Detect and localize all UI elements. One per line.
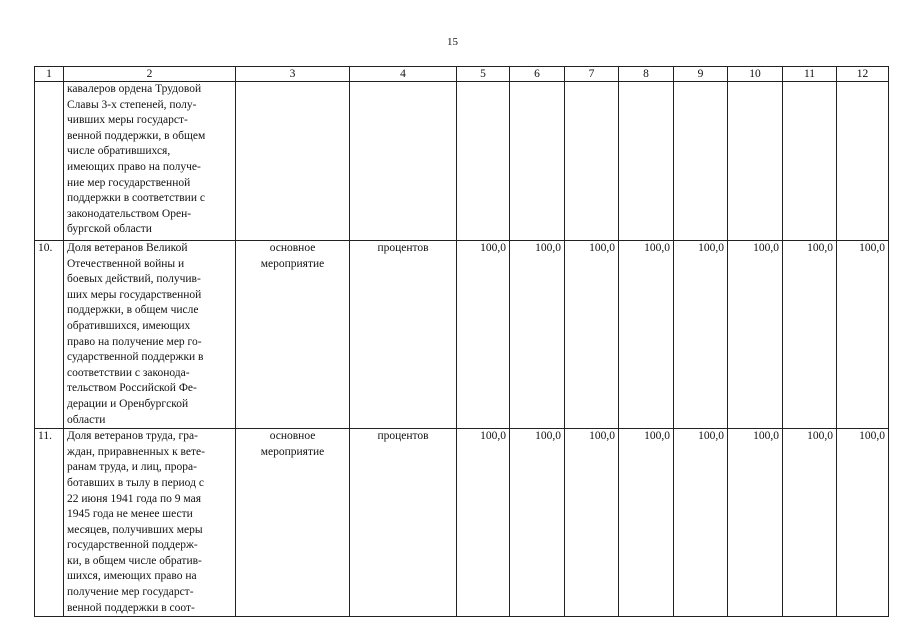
indicator-type	[236, 82, 350, 241]
column-header: 9	[674, 67, 728, 82]
row-number: 11.	[35, 429, 64, 617]
description-line: месяцев, получивших меры	[67, 523, 203, 536]
description-line: венной поддержки, в общем	[67, 129, 206, 142]
description-line: дерации и Оренбургской	[67, 397, 189, 410]
value-cell: 100,0	[510, 429, 565, 617]
description-line: кавалеров ордена Трудовой	[67, 83, 202, 95]
description-line: боевых действий, получив-	[67, 273, 201, 286]
description-line: Славы 3-х степеней, полу-	[67, 98, 197, 111]
description-line: ших меры государственной	[67, 288, 202, 301]
table-row	[35, 429, 889, 617]
description-line: право на получение мер го-	[67, 335, 202, 348]
row-number: 10.	[35, 241, 64, 429]
value-cell: 100,0	[728, 241, 783, 429]
value-cell: 100,0	[619, 429, 674, 617]
indicator-type	[236, 241, 350, 429]
value-cell: 100,0	[457, 241, 510, 429]
unit-of-measure: процентов	[350, 429, 457, 617]
value-cell: 100,0	[783, 429, 837, 617]
description-line: 1945 года не менее шести	[67, 508, 193, 521]
column-header: 10	[728, 67, 783, 82]
description-line: законодательством Орен-	[67, 207, 192, 220]
type-line: основное	[269, 242, 316, 254]
description-line: области	[67, 413, 106, 426]
value-cell	[783, 82, 837, 241]
value-cell: 100,0	[837, 241, 889, 429]
value-cell: 100,0	[619, 241, 674, 429]
value-cell: 100,0	[457, 429, 510, 617]
description-line: Доля ветеранов труда, гра-	[67, 430, 198, 443]
column-header: 6	[510, 67, 565, 82]
value-cell	[510, 82, 565, 241]
column-header: 12	[837, 67, 889, 82]
unit-of-measure: процентов	[350, 241, 457, 429]
value-cell: 100,0	[565, 429, 619, 617]
column-header: 8	[619, 67, 674, 82]
description-line: венной поддержки в соот-	[67, 601, 195, 614]
indicators-table	[34, 66, 889, 617]
description-line: шихся, имеющих право на	[67, 570, 197, 583]
description-line: чивших меры государст-	[67, 114, 188, 127]
value-cell	[565, 82, 619, 241]
type-line: основное	[269, 430, 316, 443]
description-line: поддержки в соответствии с	[67, 192, 205, 205]
type-line: мероприятие	[260, 445, 325, 458]
indicator-type	[236, 429, 350, 617]
description-line: Доля ветеранов Великой	[67, 242, 188, 254]
indicator-description	[64, 241, 236, 429]
value-cell: 100,0	[837, 429, 889, 617]
description-line: получение мер государст-	[67, 586, 194, 599]
value-cell	[674, 82, 728, 241]
description-line: числе обратившихся,	[67, 145, 171, 158]
value-cell: 100,0	[674, 429, 728, 617]
column-header: 4	[350, 67, 457, 82]
column-header: 7	[565, 67, 619, 82]
value-cell	[728, 82, 783, 241]
indicator-description	[64, 429, 236, 617]
value-cell	[837, 82, 889, 241]
type-line: мероприятие	[260, 257, 325, 270]
description-line: ранам труда, и лиц, прора-	[67, 461, 197, 474]
value-cell: 100,0	[728, 429, 783, 617]
description-line: обратившихся, имеющих	[67, 319, 191, 332]
description-line: поддержки, в общем числе	[67, 304, 199, 317]
unit-of-measure	[350, 82, 457, 241]
description-line: имеющих право на получе-	[67, 160, 201, 173]
value-cell	[619, 82, 674, 241]
column-header: 1	[35, 67, 64, 82]
row-number	[35, 82, 64, 241]
table-row	[35, 241, 889, 429]
value-cell: 100,0	[674, 241, 728, 429]
description-line: Отечественной войны и	[67, 257, 185, 270]
value-cell: 100,0	[783, 241, 837, 429]
value-cell: 100,0	[510, 241, 565, 429]
description-line: 22 июня 1941 года по 9 мая	[67, 492, 201, 505]
description-line: ждан, приравненных к вете-	[67, 445, 205, 458]
table-row	[35, 82, 889, 241]
description-line: ние мер государственной	[67, 176, 191, 189]
page-number: 15	[447, 36, 458, 48]
value-cell: 100,0	[565, 241, 619, 429]
value-cell	[457, 82, 510, 241]
description-line: сударственной поддержки в	[67, 351, 204, 364]
description-line: ки, в общем числе обратив-	[67, 554, 202, 567]
indicator-description	[64, 82, 236, 241]
column-header: 2	[64, 67, 236, 82]
column-header: 3	[236, 67, 350, 82]
description-line: соответствии с законода-	[67, 366, 190, 379]
description-line: бургской области	[67, 223, 152, 236]
header-row	[35, 67, 889, 82]
column-header: 11	[783, 67, 837, 82]
description-line: ботавших в тылу в период с	[67, 476, 204, 489]
description-line: государственной поддерж-	[67, 539, 198, 552]
column-header: 5	[457, 67, 510, 82]
description-line: тельством Российской Фе-	[67, 382, 197, 395]
